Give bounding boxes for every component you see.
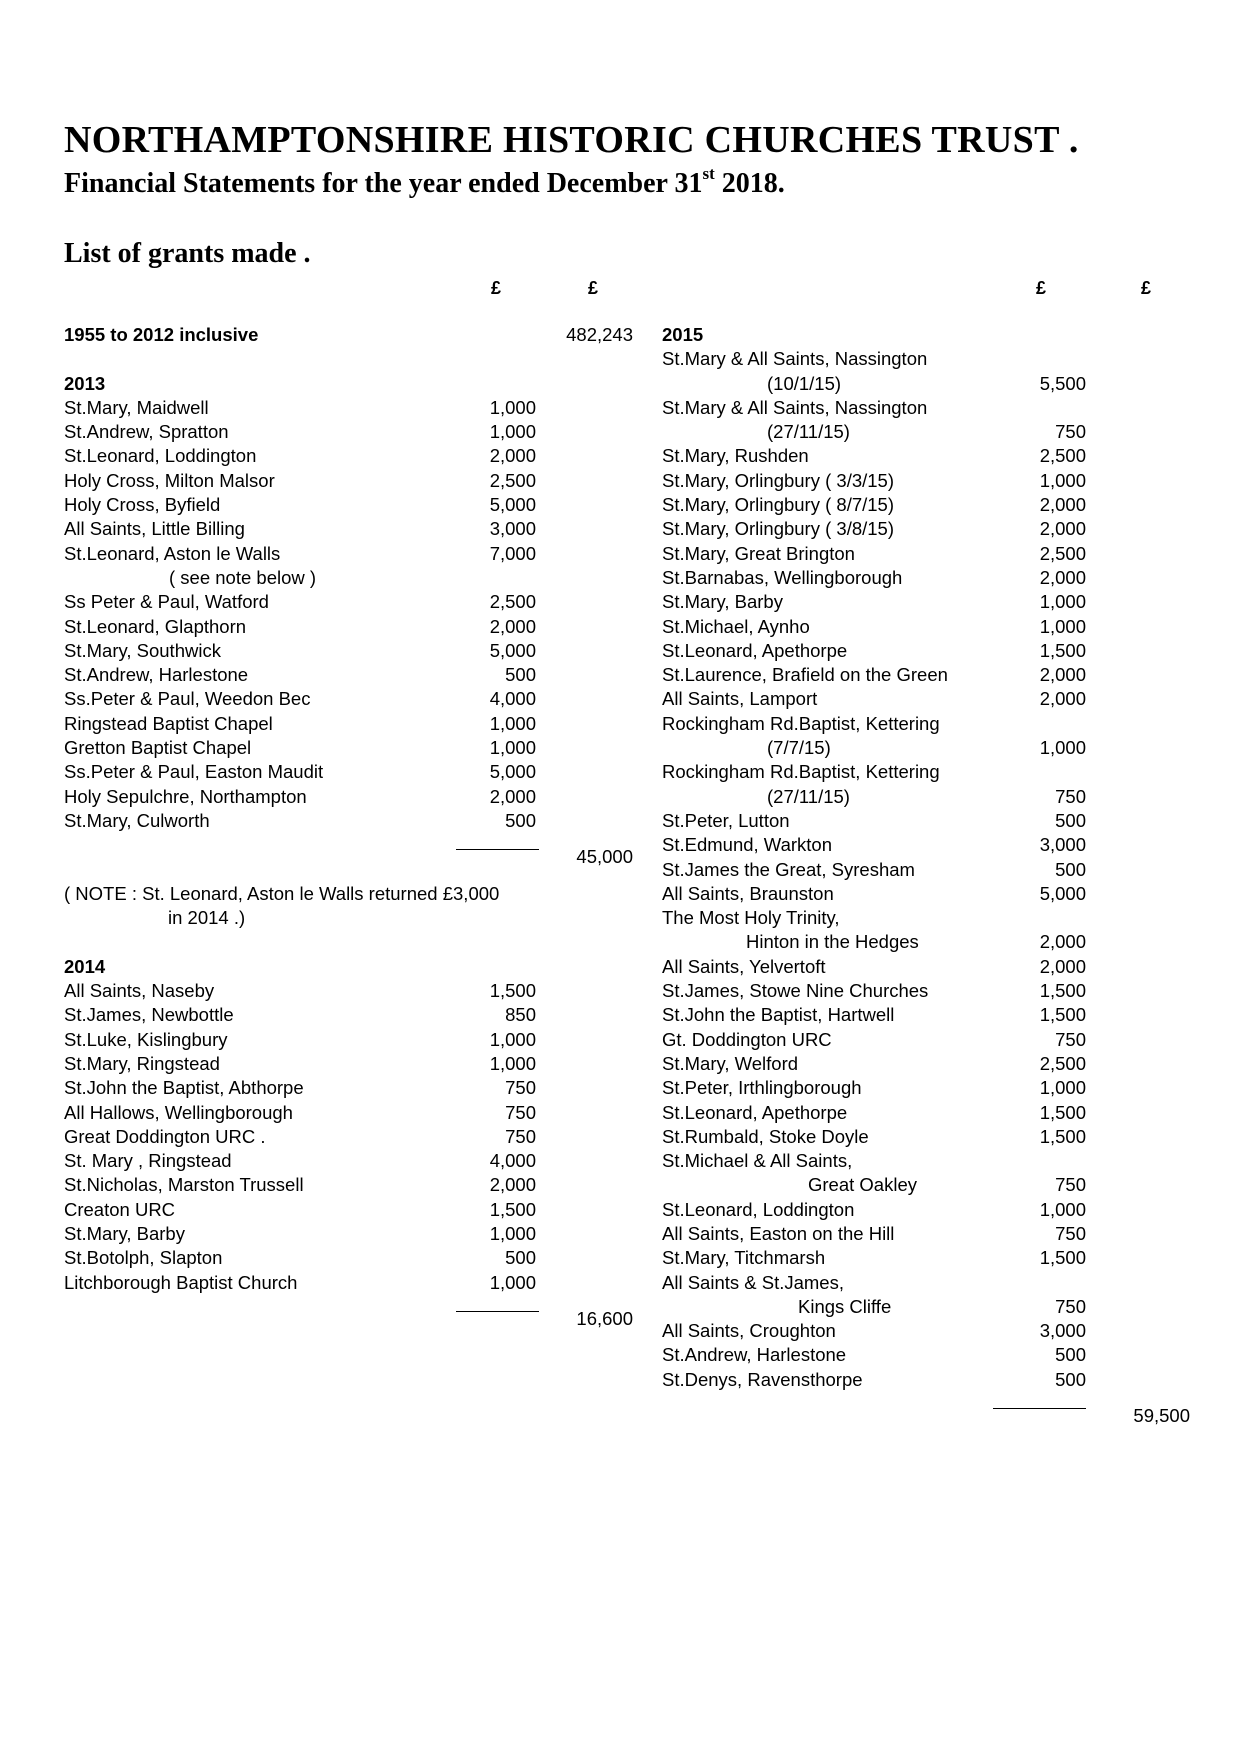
- grant-label: Gt. Doddington URC: [662, 1028, 832, 1050]
- grant-amount: 2,000: [1039, 664, 1086, 686]
- grant-label: Great Oakley: [808, 1174, 917, 1196]
- grant-label: St.James, Newbottle: [64, 1004, 234, 1026]
- grant-amount: 2,000: [1039, 518, 1086, 540]
- grant-label: Ss.Peter & Paul, Easton Maudit: [64, 761, 324, 783]
- grant-amount: 2,500: [489, 469, 536, 491]
- grant-label: St.Leonard, Glapthorn: [64, 615, 247, 637]
- grant-amount: 500: [505, 1247, 536, 1269]
- grant-amount: 2,500: [1039, 1052, 1086, 1074]
- grant-row: [64, 906, 644, 930]
- subtotal-amount: 16,600: [576, 1307, 633, 1329]
- grant-row: [64, 1101, 644, 1125]
- grant-row: [662, 1295, 1202, 1319]
- grant-label: All Saints, Little Billing: [64, 518, 245, 540]
- grant-row: [64, 1125, 644, 1149]
- grant-row: [64, 687, 644, 711]
- grant-amount: 500: [505, 664, 536, 686]
- subtotal-amount: 45,000: [576, 846, 633, 868]
- subtitle-text: Financial Statements for the year ended December 31: [64, 168, 703, 199]
- grant-label: St.Rumbald, Stoke Doyle: [662, 1125, 869, 1147]
- grant-row: [662, 785, 1202, 809]
- grant-label: St.Mary, Orlingbury ( 3/8/15): [662, 518, 895, 540]
- grant-amount: 1,500: [1039, 1125, 1086, 1147]
- grant-row: [662, 930, 1202, 954]
- grant-amount: 500: [1055, 1368, 1086, 1390]
- grant-label: St. Mary , Ringstead: [64, 1150, 232, 1172]
- grant-row: [64, 760, 644, 784]
- grant-amount: 3,000: [489, 518, 536, 540]
- grant-row: [662, 760, 1202, 784]
- grant-row: [662, 1343, 1202, 1367]
- grant-amount: 500: [1055, 1344, 1086, 1366]
- grant-row: [64, 542, 644, 566]
- grant-row: [64, 396, 644, 420]
- grant-label: St.Leonard, Apethorpe: [662, 1101, 848, 1123]
- grant-label: St.Andrew, Harlestone: [662, 1344, 847, 1366]
- grant-amount: 1,500: [1039, 980, 1086, 1002]
- grant-amount: 4,000: [489, 1150, 536, 1172]
- grant-row: [64, 1295, 644, 1329]
- grant-label: St.James the Great, Syresham: [662, 858, 915, 880]
- grant-label: All Saints, Braunston: [662, 882, 834, 904]
- grant-amount: 500: [1055, 858, 1086, 880]
- grant-row: [662, 396, 1202, 420]
- grant-amount: 7,000: [489, 542, 536, 564]
- grant-label: in 2014 .): [168, 907, 246, 929]
- grant-label: St.Mary, Orlingbury ( 8/7/15): [662, 494, 895, 516]
- grant-row: [662, 323, 1202, 347]
- grant-row: [64, 1076, 644, 1100]
- grant-label: Rockingham Rd.Baptist, Kettering: [662, 761, 940, 783]
- grant-label: Holy Cross, Byfield: [64, 494, 221, 516]
- grant-amount: 2,000: [489, 445, 536, 467]
- grant-row: [662, 1028, 1202, 1052]
- grant-label: Great Doddington URC .: [64, 1125, 266, 1147]
- grant-amount: 750: [1055, 1028, 1086, 1050]
- grant-label: St.Botolph, Slapton: [64, 1247, 223, 1269]
- grant-row: [64, 420, 644, 444]
- grant-row: [64, 469, 644, 493]
- grant-row: [662, 858, 1202, 882]
- grant-amount: 1,500: [1039, 1101, 1086, 1123]
- grant-row: [64, 785, 644, 809]
- grant-label: St.Mary, Orlingbury ( 3/3/15): [662, 469, 895, 491]
- grant-row: [662, 420, 1202, 444]
- grant-amount: 1,000: [1039, 615, 1086, 637]
- grant-amount: 3,000: [1039, 834, 1086, 856]
- grant-row: [662, 882, 1202, 906]
- subtotal-rule: [456, 1311, 539, 1312]
- grant-amount: 2,000: [1039, 566, 1086, 588]
- grant-label: All Saints, Naseby: [64, 980, 215, 1002]
- grant-row: [64, 1222, 644, 1246]
- right-grants-column: [662, 323, 1202, 1427]
- grant-row: [662, 444, 1202, 468]
- grant-row: [64, 615, 644, 639]
- grant-row: [64, 517, 644, 541]
- grant-label: St.Denys, Ravensthorpe: [662, 1368, 863, 1390]
- grant-label: St.Leonard, Loddington: [662, 1198, 855, 1220]
- grant-row: [64, 493, 644, 517]
- right-amount-currency-header: £: [1035, 278, 1046, 298]
- grant-row: [64, 712, 644, 736]
- grant-label: St.Leonard, Loddington: [64, 445, 257, 467]
- grant-label: (27/11/15): [767, 421, 850, 443]
- grant-amount: 1,000: [489, 1052, 536, 1074]
- grant-label: St.Mary, Maidwell: [64, 396, 209, 418]
- grant-row: [662, 1101, 1202, 1125]
- grant-label: St.Mary, Culworth: [64, 809, 210, 831]
- left-amount-currency-header: £: [490, 278, 501, 298]
- grant-row: [64, 809, 644, 833]
- grant-row: [662, 809, 1202, 833]
- grant-row: [662, 1198, 1202, 1222]
- grant-row: [662, 1246, 1202, 1270]
- grant-amount: 2,500: [1039, 445, 1086, 467]
- list-heading: List of grants made .: [64, 238, 311, 269]
- grant-label: Ss.Peter & Paul, Weedon Bec: [64, 688, 311, 710]
- grant-label: St.Edmund, Warkton: [662, 834, 832, 856]
- grant-label: St.Mary, Barby: [662, 591, 783, 613]
- grant-row: [662, 1173, 1202, 1197]
- grant-row: [662, 347, 1202, 371]
- grant-row: [662, 1003, 1202, 1027]
- grant-amount: 1,500: [489, 980, 536, 1002]
- grant-row: [64, 1028, 644, 1052]
- grant-label: St.Mary, Barby: [64, 1222, 185, 1244]
- grant-row: [64, 882, 644, 906]
- grant-row: [662, 736, 1202, 760]
- grant-row: [64, 1052, 644, 1076]
- grant-amount: 850: [505, 1004, 536, 1026]
- grant-label: (10/1/15): [767, 372, 842, 394]
- grant-amount: 2,000: [1039, 931, 1086, 953]
- grant-amount: 1,000: [1039, 737, 1086, 759]
- grant-amount: 2,000: [1039, 955, 1086, 977]
- grant-label: St.Mary, Welford: [662, 1052, 799, 1074]
- grant-amount: 4,000: [489, 688, 536, 710]
- grant-row: [64, 639, 644, 663]
- grant-row: [662, 372, 1202, 396]
- grant-label: St.Michael, Aynho: [662, 615, 810, 637]
- grant-amount: 5,000: [489, 494, 536, 516]
- grant-row: [64, 444, 644, 468]
- grant-amount: 5,500: [1039, 372, 1086, 394]
- grant-label: St.Leonard, Aston le Walls: [64, 542, 281, 564]
- grant-row: [662, 517, 1202, 541]
- left-grants-column: [64, 323, 644, 1329]
- grant-row: [662, 542, 1202, 566]
- subtitle-superscript: st: [702, 164, 715, 183]
- grant-row: [662, 1052, 1202, 1076]
- grant-label: St.Mary, Titchmarsh: [662, 1247, 826, 1269]
- grant-row: [662, 1076, 1202, 1100]
- grant-label: St.Nicholas, Marston Trussell: [64, 1174, 304, 1196]
- grant-amount: 2,500: [489, 591, 536, 613]
- subtotal-amount: 482,243: [566, 324, 633, 345]
- grant-row: [64, 1271, 644, 1295]
- grant-label: The Most Holy Trinity,: [662, 907, 840, 929]
- grant-amount: 3,000: [1039, 1320, 1086, 1342]
- grant-label: All Saints, Lamport: [662, 688, 818, 710]
- grant-amount: 1,000: [489, 1028, 536, 1050]
- grant-row: [662, 979, 1202, 1003]
- subtotal-rule: [993, 1408, 1086, 1409]
- grant-row: [64, 1173, 644, 1197]
- grant-amount: 5,000: [1039, 882, 1086, 904]
- grant-amount: 2,500: [1039, 542, 1086, 564]
- grant-row: [662, 712, 1202, 736]
- grant-amount: 1,000: [489, 737, 536, 759]
- grant-row: [662, 833, 1202, 857]
- grant-row: [64, 566, 644, 590]
- grant-amount: 5,000: [489, 639, 536, 661]
- grant-amount: 750: [1055, 785, 1086, 807]
- grant-row: [662, 663, 1202, 687]
- grant-label: Holy Cross, Milton Malsor: [64, 469, 275, 491]
- grant-label: St.James, Stowe Nine Churches: [662, 980, 929, 1002]
- grant-label: St.Peter, Lutton: [662, 809, 790, 831]
- section-heading: 2015: [662, 324, 704, 345]
- grant-row: [64, 858, 644, 882]
- grant-label: St.Mary, Southwick: [64, 639, 221, 661]
- grant-amount: 1,000: [489, 396, 536, 418]
- grant-row: [662, 906, 1202, 930]
- grant-row: [662, 615, 1202, 639]
- grant-label: St.Barnabas, Wellingborough: [662, 566, 903, 588]
- grant-label: St.Michael & All Saints,: [662, 1150, 853, 1172]
- grant-row: [662, 1368, 1202, 1392]
- subtitle-year: 2018.: [714, 168, 785, 199]
- grant-label: St.Laurence, Brafield on the Green: [662, 664, 948, 686]
- grant-amount: 1,000: [489, 712, 536, 734]
- grant-amount: 1,000: [489, 1222, 536, 1244]
- grant-amount: 750: [505, 1125, 536, 1147]
- grant-row: [662, 566, 1202, 590]
- grant-label: Kings Cliffe: [798, 1295, 892, 1317]
- grant-label: St.John the Baptist, Abthorpe: [64, 1077, 304, 1099]
- grant-amount: 1,500: [1039, 639, 1086, 661]
- grant-amount: 750: [1055, 1295, 1086, 1317]
- grant-label: (27/11/15): [767, 785, 850, 807]
- grant-amount: 750: [1055, 1174, 1086, 1196]
- grant-amount: 1,500: [1039, 1004, 1086, 1026]
- grant-amount: 500: [1055, 809, 1086, 831]
- grant-label: All Saints & St.James,: [662, 1271, 844, 1293]
- grant-label: Ringstead Baptist Chapel: [64, 712, 273, 734]
- grant-label: Holy Sepulchre, Northampton: [64, 785, 307, 807]
- grant-row: [64, 955, 644, 979]
- grant-label: St.Leonard, Apethorpe: [662, 639, 848, 661]
- grant-row: [662, 1319, 1202, 1343]
- grant-amount: 1,500: [489, 1198, 536, 1220]
- grant-amount: 5,000: [489, 761, 536, 783]
- grant-row: [64, 590, 644, 614]
- grant-row: [662, 639, 1202, 663]
- grant-row: [662, 493, 1202, 517]
- subtotal-amount: 59,500: [1133, 1405, 1190, 1427]
- left-total-currency-header: £: [587, 278, 598, 298]
- grant-amount: 1,000: [489, 1271, 536, 1293]
- grant-label: All Saints, Croughton: [662, 1320, 836, 1342]
- grant-label: St.John the Baptist, Hartwell: [662, 1004, 895, 1026]
- grant-row: [64, 736, 644, 760]
- grant-amount: 1,000: [1039, 469, 1086, 491]
- section-heading: 1955 to 2012 inclusive: [64, 324, 259, 345]
- document-subtitle: [64, 164, 785, 200]
- grant-label: ( NOTE : St. Leonard, Aston le Walls returned £3,000: [64, 882, 500, 904]
- grant-label: St.Mary & All Saints, Nassington: [662, 396, 928, 418]
- section-heading: 2014: [64, 955, 106, 977]
- grant-amount: 1,000: [1039, 1198, 1086, 1220]
- grant-row: [64, 1198, 644, 1222]
- grant-row: [64, 372, 644, 396]
- grant-label: St.Luke, Kislingbury: [64, 1028, 228, 1050]
- grant-amount: 750: [1055, 421, 1086, 443]
- grant-row: [662, 1392, 1202, 1427]
- grant-row: [64, 930, 644, 954]
- grant-row: [64, 833, 644, 868]
- grant-amount: 500: [505, 809, 536, 831]
- grant-row: [662, 1271, 1202, 1295]
- grant-row: [64, 347, 644, 371]
- grant-row: [662, 687, 1202, 711]
- grant-label: All Saints, Easton on the Hill: [662, 1222, 895, 1244]
- grant-label: Ss Peter & Paul, Watford: [64, 591, 269, 613]
- grant-row: [662, 590, 1202, 614]
- grant-row: [662, 1149, 1202, 1173]
- subtotal-rule: [456, 849, 539, 850]
- grant-row: [662, 955, 1202, 979]
- grant-label: Litchborough Baptist Church: [64, 1271, 298, 1293]
- grant-label: Rockingham Rd.Baptist, Kettering: [662, 712, 940, 734]
- grant-label: All Saints, Yelvertoft: [662, 955, 826, 977]
- grant-label: St.Mary, Rushden: [662, 445, 809, 467]
- grant-amount: 2,000: [489, 615, 536, 637]
- grant-row: [64, 1003, 644, 1027]
- grant-label: Gretton Baptist Chapel: [64, 737, 252, 759]
- grant-row: [64, 323, 644, 347]
- grant-amount: 1,000: [1039, 1077, 1086, 1099]
- grant-label: St.Mary, Ringstead: [64, 1052, 220, 1074]
- grant-amount: 750: [505, 1101, 536, 1123]
- grant-row: [662, 469, 1202, 493]
- grant-amount: 750: [505, 1077, 536, 1099]
- grant-label: St.Peter, Irthlingborough: [662, 1077, 862, 1099]
- grant-label: ( see note below ): [169, 566, 317, 588]
- grant-amount: 750: [1055, 1222, 1086, 1244]
- grant-label: Hinton in the Hedges: [746, 931, 919, 953]
- grant-row: [662, 1222, 1202, 1246]
- grant-amount: 1,000: [489, 421, 536, 443]
- grant-row: [64, 1149, 644, 1173]
- grant-label: St.Andrew, Harlestone: [64, 664, 249, 686]
- grant-amount: 2,000: [1039, 494, 1086, 516]
- grant-label: St.Mary, Great Brington: [662, 542, 855, 564]
- grant-amount: 1,000: [1039, 591, 1086, 613]
- grant-label: All Hallows, Wellingborough: [64, 1101, 293, 1123]
- grant-row: [662, 1125, 1202, 1149]
- grant-amount: 2,000: [489, 785, 536, 807]
- grant-row: [64, 979, 644, 1003]
- grant-label: St.Mary & All Saints, Nassington: [662, 348, 928, 370]
- grant-label: St.Andrew, Spratton: [64, 421, 229, 443]
- grant-amount: 2,000: [489, 1174, 536, 1196]
- right-total-currency-header: £: [1140, 278, 1151, 298]
- document-title: NORTHAMPTONSHIRE HISTORIC CHURCHES TRUST .: [64, 119, 1079, 161]
- grant-label: Creaton URC: [64, 1198, 176, 1220]
- grant-amount: 1,500: [1039, 1247, 1086, 1269]
- grant-row: [64, 663, 644, 687]
- grant-amount: 2,000: [1039, 688, 1086, 710]
- grant-row: [64, 1246, 644, 1270]
- grant-label: (7/7/15): [767, 737, 831, 759]
- section-heading: 2013: [64, 372, 106, 394]
